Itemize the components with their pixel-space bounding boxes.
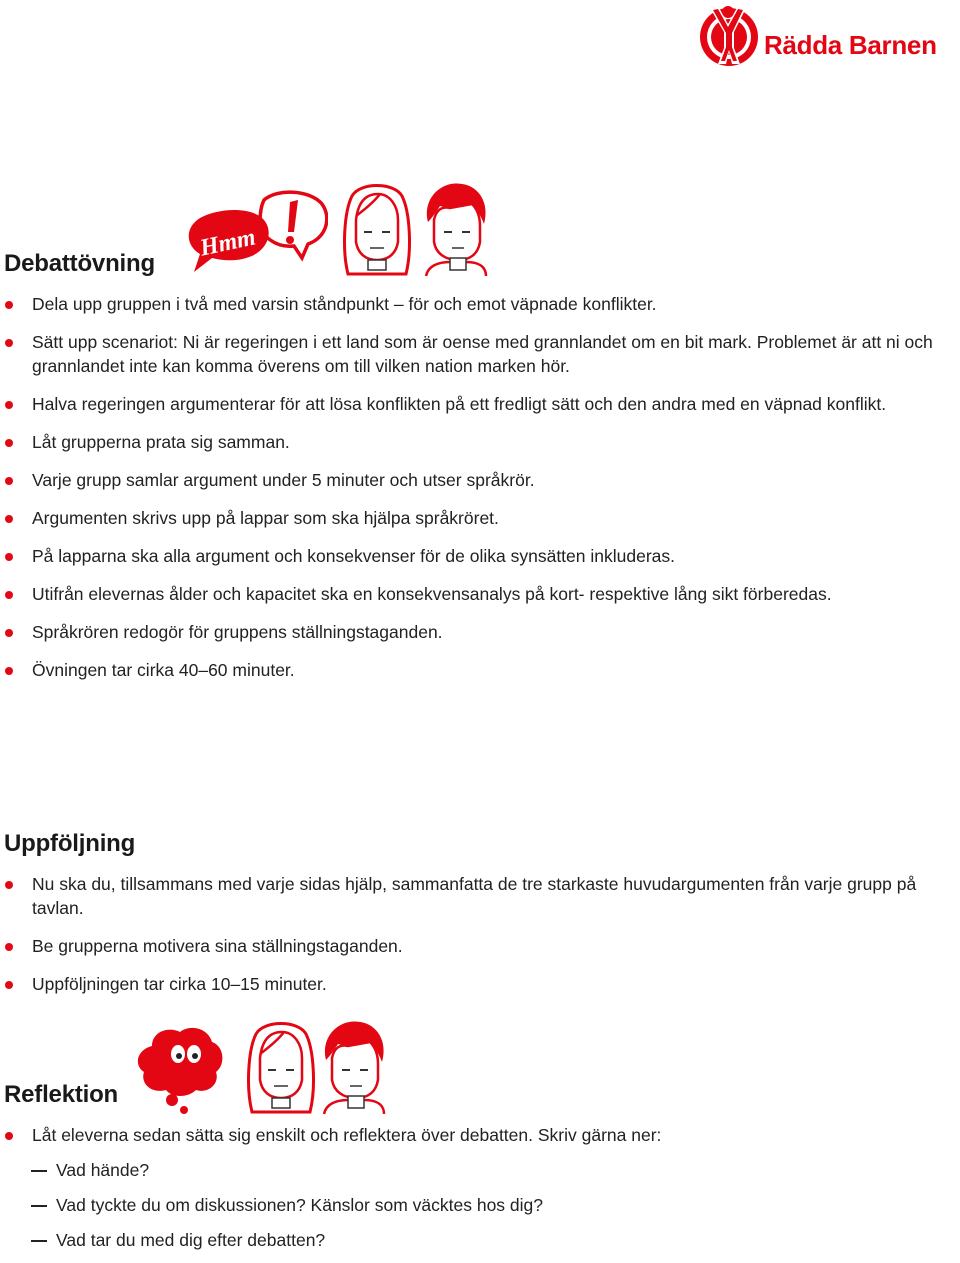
question-item: Vad tyckte du om diskussionen? Känslor som väcktes hos dig? [0,1193,543,1228]
girl-face-icon [340,180,414,280]
question-item: Vad tar du med dig efter debatten? [0,1228,543,1263]
list-item: Låt grupperna prata sig samman. [0,430,940,454]
boy-face-icon [318,1018,388,1116]
list-item: Låt eleverna sedan sätta sig enskilt och reflektera över debatten. Skriv gärna ner: [0,1123,940,1147]
section-heading-reflektion: Reflektion [4,1081,119,1108]
section-heading-debattovning: Debattövning [4,250,155,277]
list-item: Nu ska du, tillsammans med varje sidas hjälp, sammanfatta de tre starkaste huvudargumenten från varje grupp på tavlan. [0,872,940,920]
list-item: Övningen tar cirka 40–60 minuter. [0,658,940,682]
child-arms-up-icon [696,2,762,68]
hmm-text: Hmm [197,224,258,262]
reflektion-list [0,1123,940,1147]
list-item: Utifrån elevernas ålder och kapacitet ska en konsekvensanalys på kort- respektive lång sikt förberedas. [0,582,940,606]
list-item: Uppföljningen tar cirka 10–15 minuter. [0,972,940,996]
list-item: Dela upp gruppen i två med varsin ståndpunkt – för och emot väpnade konflikter. [0,292,940,316]
uppfoljning-list [0,872,940,996]
speech-bubbles-icon [186,188,328,276]
debatt-list [0,292,940,682]
list-item: Sätt upp scenariot: Ni är regeringen i ett land som är oense med grannlandet om en bit mark. Problemet är att ni och grannlandet inte kan komma överens om till vilken nation marken hör. [0,330,940,378]
girl-face-icon [244,1018,318,1118]
brand-name: Rädda Barnen [764,30,937,60]
list-item: Språkrören redogör för gruppens ställningstaganden. [0,620,940,644]
list-item: På lapparna ska alla argument och konsekvenser för de olika synsätten inkluderas. [0,544,940,568]
list-item: Varje grupp samlar argument under 5 minuter och utser språkrör. [0,468,940,492]
brand-logo [696,2,960,68]
list-item: Halva regeringen argumenterar för att lösa konflikten på ett fredligt sätt och den andra med en väpnad konflikt. [0,392,940,416]
list-item: Be grupperna motivera sina ställningstaganden. [0,934,940,958]
boy-face-icon [420,180,490,278]
question-item: Vad hände? [0,1158,543,1193]
reflektion-questions [0,1158,543,1263]
list-item: Argumenten skrivs upp på lappar som ska hjälpa språkröret. [0,506,940,530]
thought-bubble-eyes-icon [132,1024,224,1114]
section-heading-uppfoljning: Uppföljning [4,830,136,857]
